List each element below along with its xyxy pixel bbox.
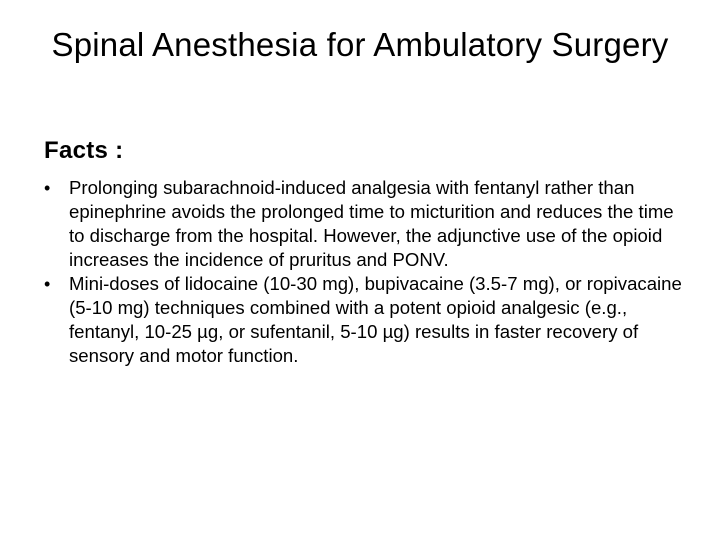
- bullet-dot-icon: •: [44, 274, 51, 294]
- bullet-item-mini-doses: [44, 272, 694, 368]
- bullet-text: Mini-doses of lidocaine (10-30 mg), bupivacaine (3.5-7 mg), or ropivacaine (5-10 mg) techniques combined with a potent opioid analgesic (e.g., fentanyl, 10-25 µg, or sufentanil, 5-10 µg) results in faster recovery of sensory and motor function.: [69, 273, 682, 366]
- slide-title: Spinal Anesthesia for Ambulatory Surgery: [51, 26, 669, 63]
- bullet-list: [44, 176, 694, 368]
- bullet-dot-icon: •: [44, 178, 51, 198]
- bullet-text: Prolonging subarachnoid-induced analgesia with fentanyl rather than epinephrine avoids the prolonged time to micturition and reduces the time to discharge from the hospital. However, the adjunctive use of the opioid increases the incidence of pruritus and PONV.: [69, 177, 674, 270]
- facts-heading: Facts :: [44, 137, 124, 164]
- bullet-item-fentanyl: [44, 176, 694, 272]
